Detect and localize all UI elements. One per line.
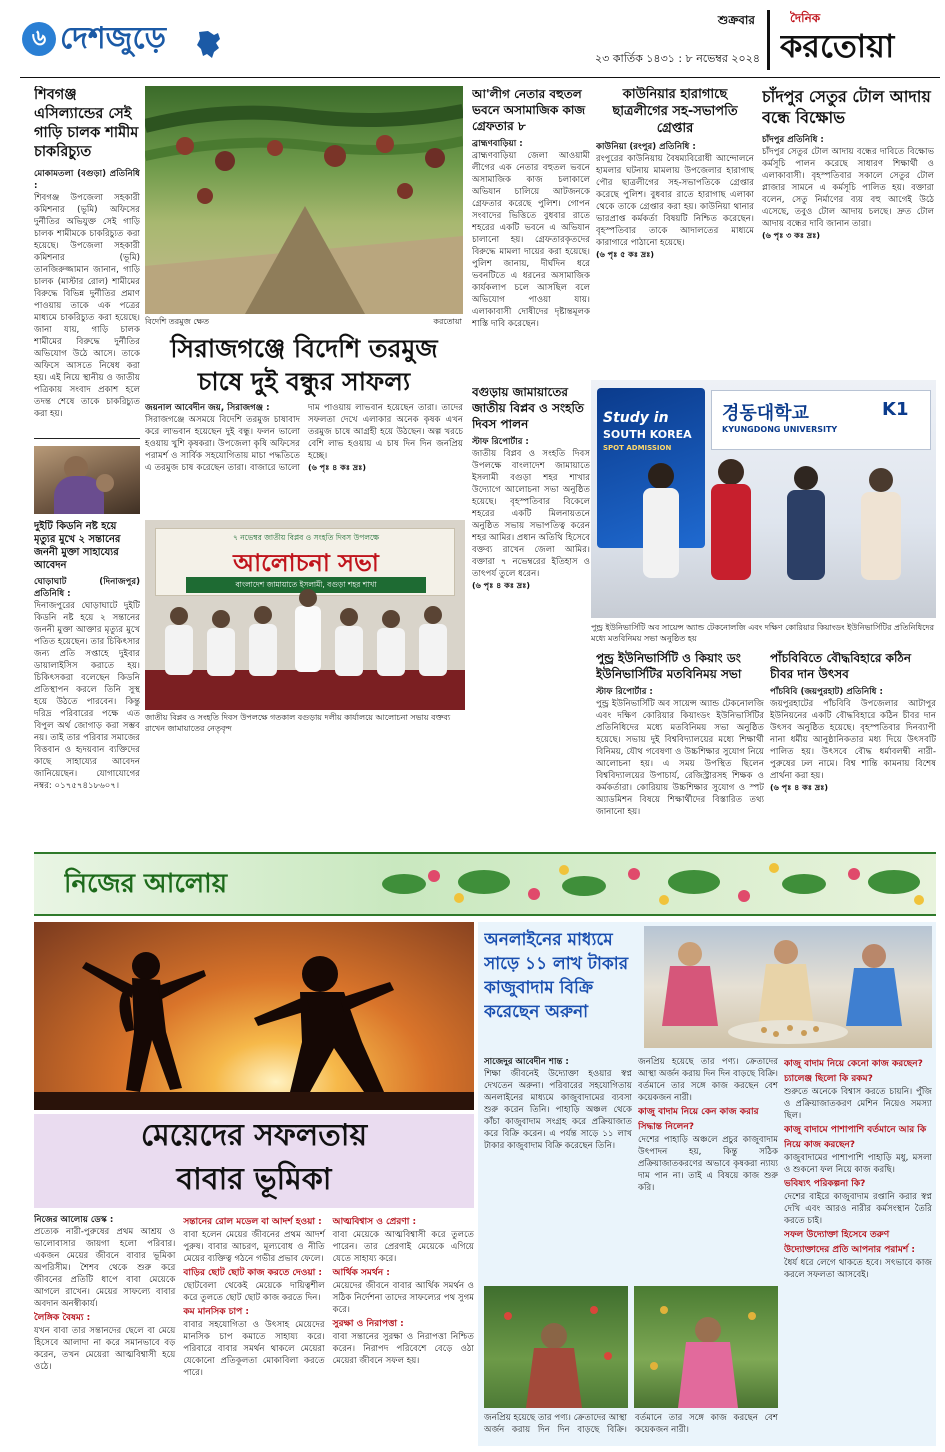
subheading: আর্থিক সমর্থন : (332, 1268, 390, 1278)
body-text: জনপ্রিয় হয়েছে তার পণ্য। ক্রেতাদের আস্থা অর্জন করায় দিন দিন বাড়ছে বিক্রি। বর্তমানে তার সঙ্গে কাজ করছেন বেশ কয়েকজন নারী। (484, 1413, 778, 1435)
banner-study-text: Study in (603, 410, 669, 426)
chandpur-story (762, 86, 934, 376)
university-name-korean: 경동대학교 (722, 403, 809, 424)
jump-reference: (৬ পৃঃ ৪ কঃ দ্রঃ) (472, 581, 530, 590)
body-text: ব্রাহ্মণবাড়িয়া জেলা আওয়ামী লীগের এক নেতার বহুতল ভবনে অসামাজিক কাজ চলাকালে অভিযান চালিয়ে আটজনকে গ্রেফতার করেছে পুলিশ। গোপন সংবাদের ভিত্তিতে বুধবার রাতে শহরের একটি ভবনে এ অভিযান চালানো হয়। গ্রেফতারকৃতদের বিরুদ্ধে মামলা দায়ের করা হয়েছে। পুলিশ জানায়, দীর্ঘদিন ধরে ভবনটিতে এ ধরনের অসামাজিক কার্যকলাপ চলে আসছিল বলে অভিযোগ পাওয়া যায়। এলাকাবাসী দোষীদের দৃষ্টান্তমূলক শাস্তি দাবি করেছেন। (472, 151, 590, 329)
issue-day: শুক্রবার (717, 13, 755, 27)
byline: মোকামতলা (বগুড়া) প্রতিনিধি : (34, 169, 140, 191)
jump-reference: (৬ পৃঃ ৪ কঃ দ্রঃ) (308, 463, 366, 472)
headline-line-2: বাবার ভূমিকা (176, 1162, 332, 1197)
nijer-aloy-banner (34, 852, 936, 916)
jump-reference: (৬ পৃঃ ৫ কঃ দ্রঃ) (596, 250, 654, 259)
watermelon-photo-credit: করতোয়া (433, 317, 462, 326)
cashew-story-bottom (484, 1412, 778, 1446)
question: ভবিষ্যৎ পরিকল্পনা কি? (784, 1179, 866, 1189)
university-name-english: KYUNGDONG UNIVERSITY (722, 425, 838, 434)
headline: আ'লীগ নেতার বহুতল ভবনে অসামাজিক কাজ গ্রেফতার ৮ (472, 87, 586, 133)
cashew-headline: অনলাইনের মাধ্যমে সাড়ে ১১ লাখ টাকার কাজুবাদাম বিক্রি করেছেন অরুনা (484, 930, 629, 1022)
body-text: প্রত্যেক নারী-পুরুষের প্রথম আশ্রয় ও ভালোবাসার জায়গা হলো পরিবার। একজন মেয়ের জীবনে বাবার ভূমিকা অপরিসীম। শৈশব থেকে শুরু করে জীবনের প্রতিটি ধাপে বাবা মেয়েকে আগলে রাখেন। মেয়ের সাফল্যে বাবার অবদান অনস্বীকার্য। (34, 1227, 176, 1309)
watermelon-story (145, 402, 463, 514)
father-story (34, 1214, 474, 1446)
body-text: ছোটবেলা থেকেই মেয়েকে দায়িত্বশীল করে তুলতে ছোট ছোট কাজ করতে দিন। (183, 1281, 325, 1303)
body-text: দেশের বাইরে কাজুবাদাম রপ্তানি করার স্বপ্ন দেখি এবং আরও নারীর কর্মসংস্থান তৈরি করতে চাই। (784, 1192, 932, 1226)
panchbibi-story (770, 650, 936, 846)
watermelon-field-photo (145, 86, 463, 314)
masthead-title: করতোয়া (780, 27, 895, 65)
subheading: সন্তানের রোল মডেল বা আদর্শ হওয়া : (183, 1217, 322, 1227)
headline: চাঁদপুর সেতুর টোল আদায় বন্ধে বিক্ষোভ (762, 87, 931, 127)
body-text: রংপুরের কাউনিয়ায় বৈষম্যবিরোধী আন্দোলনে হামলার ঘটনায় মামলায় উপজেলার হারাগাছ পৌর ছাত্রলীগের সহ-সভাপতিকে গ্রেপ্তার করেছে পুলিশ। বুধবার রাতে হারাগাছ এলাকা থেকে তাকে গ্রেপ্তার করা হয়। কাউনিয়া থানার ভারপ্রাপ্ত কর্মকর্তা বিষয়টি নিশ্চিত করেছেন। বৃহস্পতিবার তাকে আদালতের মাধ্যমে কারাগারে পাঠানো হয়েছে। (596, 154, 754, 248)
watermelon-photo-caption: বিদেশি তরমুজ ক্ষেত (145, 317, 209, 326)
father-daughter-silhouette-photo (34, 922, 474, 1110)
headline: দুইটি কিডনি নষ্ট হয়ে মৃত্যুর মুখে ২ সন্তানের জননী মুক্তা সাহায্যের আবেদন (34, 521, 121, 571)
banner-top-text: ৭ নভেম্বর জাতীয় বিপ্লব ও সংহতি দিবস উপলক্ষে (232, 533, 380, 542)
body-text: শুরুতে অনেকে বিশ্বাস করতে চায়নি। পুঁজি ও প্রক্রিয়াজাতকরণ মেশিন নিয়েও সমস্যা ছিল। (784, 1087, 932, 1121)
headline: কাউনিয়ার হারাগাছে ছাত্রলীগের সহ-সভাপতি গ্রেপ্তার (612, 87, 738, 136)
body-text: কাজুবাদামের পাশাপাশি পাহাড়ি মধু, মসলা ও শুকনো ফল নিয়ে কাজ করছি। (784, 1153, 932, 1175)
question: কাজু বাদামে পাশাপাশি বর্তমানে আর কি নিয়ে কাজ করছেন? (784, 1125, 927, 1150)
masthead-small: দৈনিক (790, 11, 821, 25)
byline: পাঁচবিবি (জয়পুরহাট) প্রতিনিধি : (770, 687, 883, 697)
body-text: জনপ্রিয় হয়েছে তার পণ্য। ক্রেতাদের আস্থা অর্জন করায় দিন দিন বাড়ছে বিক্রি। বর্তমানে তার সঙ্গে কাজ করছেন বেশ কয়েকজন নারী। (638, 1057, 778, 1103)
university-photo-caption: পুন্ড্র ইউনিভার্সিটি অব সায়েন্স অ্যান্ড টেকনোলজি এবং দক্ষিণ কোরিয়ার কিয়াংডং ইউনিভার্সিটির প্রতিনিধিদের মধ্যে মতবিনিময় সভা অনুষ্ঠিত হয় (591, 623, 934, 643)
byline: জয়নাল আবেদীন জয়, সিরাজগঞ্জ : (145, 403, 270, 413)
subheading: সুরক্ষা ও নিরাপত্তা : (332, 1319, 404, 1329)
byline: সাজেদুর আবেদীন শান্ত : (484, 1057, 569, 1067)
byline: চাঁদপুর প্রতিনিধি : (762, 135, 824, 145)
father-headline (34, 1114, 474, 1208)
byline: স্টাফ রিপোর্টার : (596, 687, 653, 697)
body-text: দেশের পাহাড়ি অঞ্চলে প্রচুর কাজুবাদাম উৎপাদন হয়, কিন্তু সঠিক প্রক্রিয়াজাতকরণের অভাবে কৃষকরা ন্যায্য দাম পান না। তাই এ বিষয়ে কাজ শুরু করি। (638, 1135, 778, 1193)
subheading: কম মানসিক চাপ : (183, 1307, 249, 1317)
cashew-story-col3 (784, 1056, 932, 1446)
headline: পুন্ড্র ইউনিভার্সিটি ও কিয়াং ডং ইউনিভার্সিটির মতবিনিময় সভা (596, 651, 742, 681)
cashew-processing-photo (644, 926, 932, 1048)
byline: ব্রাহ্মণবাড়িয়া : (472, 139, 523, 149)
byline: স্টাফ রিপোর্টার : (472, 437, 529, 447)
jamaat-discussion-photo (145, 520, 465, 710)
page-header (0, 0, 945, 78)
banner-org-text: বাংলাদেশ জামায়াতে ইসলামী, বগুড়া শহর শাখা (186, 577, 426, 593)
issue-date: ২৩ কার্তিক ১৪৩১ : ৮ নভেম্বর ২০২৪ (595, 52, 760, 65)
masthead-divider (767, 10, 770, 70)
headline: শিবগঞ্জ এসিল্যান্ডের সেই গাড়ি চালক শামীম চাকরিচ্যুত (34, 87, 139, 160)
jamaat-photo-caption: জাতীয় বিপ্লব ও সংহতি দিবস উপলক্ষে গতকাল বগুড়ায় দলীয় কার্যালয়ে আলোচনা সভায় বক্তব্য রাখেন জামায়াতের নেতৃবৃন্দ (145, 713, 451, 733)
body-text: জাতীয় বিপ্লব ও সংহতি দিবস উপলক্ষে বাংলাদেশ জামায়াতে ইসলামী বগুড়া শহর শাখার উদ্যোগে আলোচনা সভা অনুষ্ঠিত হয়েছে। বৃহস্পতিবার বিকেলে শহরের একটি মিলনায়তনে অনুষ্ঠিত সভায় সভাপতিত্ব করেন শহর আমির। প্রধান অতিথি হিসেবে বক্তব্য রাখেন জেলা আমির। বক্তারা ৭ নভেম্বরের ইতিহাস ও তাৎপর্য তুলে ধরেন। (472, 449, 590, 579)
cashew-harvest-photo-2 (634, 1286, 778, 1408)
banner-title: আলোচনা সভা (233, 549, 379, 577)
watermelon-headline: সিরাজগঞ্জে বিদেশি তরমুজ চাষে দুই বন্ধুর সাফল্য (170, 334, 438, 396)
header-rule (20, 77, 940, 78)
body-text: পুন্ড্র ইউনিভার্সিটি অব সায়েন্স অ্যান্ড টেকনোলজি এবং দক্ষিণ কোরিয়ার কিয়াংডং ইউনিভার্সিটির প্রতিনিধিদের মধ্যে মতবিনিময় সভা অনুষ্ঠিত হয়েছে। সভায় দুই বিশ্ববিদ্যালয়ের মধ্যে শিক্ষার্থী বিনিময়, যৌথ গবেষণা ও উচ্চশিক্ষার সুযোগ নিয়ে আলোচনা হয়। এ সময় উপস্থিত ছিলেন বিশ্ববিদ্যালয়ের উপাচার্য, রেজিস্ট্রারসহ শিক্ষক ও কর্মকর্তারা। কোরিয়ায় উচ্চশিক্ষার সুযোগ ও স্পট অ্যাডমিশন বিষয়ে শিক্ষার্থীদের বিস্তারিত তথ্য জানানো হয়। (596, 699, 764, 817)
headline: পাঁচবিবিতে বৌদ্ধবিহারে কঠিন চীবর দান উৎসব (770, 651, 912, 681)
body-text: বাবা সন্তানের সুরক্ষা ও নিরাপত্তা নিশ্চিত করেন। নিরাপদ পরিবেশে বেড়ে ওঠা মেয়েরা জীবনে সফল হয়। (332, 1332, 474, 1366)
banner-title: নিজের আলোয় (64, 869, 228, 899)
cashew-story-col1 (484, 1056, 632, 1280)
body-text: চাঁদপুর সেতুর টোল আদায় বন্ধের দাবিতে বিক্ষোভ কর্মসূচি পালন করেছে সাধারণ শিক্ষার্থী ও এলাকাবাসী। বৃহস্পতিবার সকালে সেতুর টোল প্লাজার সামনে এ কর্মসূচি পালিত হয়। বক্তারা বলেন, সেতু নির্মাণের ব্যয় বহু আগেই উঠে এসেছে, তবুও টোল আদায় চলছে। দ্রুত টোল আদায় বন্ধের দাবি জানান তারা। (762, 147, 934, 229)
jump-reference: (৬ পৃঃ ৪ কঃ দ্রঃ) (770, 783, 828, 792)
k1-logo: K1 (882, 399, 909, 420)
byline: কাউনিয়া (রংপুর) প্রতিনিধি : (596, 142, 696, 152)
body-text: বাবার সহযোগিতা ও উৎসাহ মেয়েদের মানসিক চাপ কমাতে সাহায্য করে। পরিবারে বাবার সমর্থন থাকলে মেয়েরা যেকোনো প্রতিকূলতা মোকাবিলা করতে পারে। (183, 1320, 325, 1378)
subheading: বাড়ির ছোট ছোট কাজ করতে দেওয়া : (183, 1268, 323, 1278)
byline: ঘোড়াঘাট (দিনাজপুর) প্রতিনিধি : (34, 577, 140, 599)
body-text: ধৈর্য ধরে লেগে থাকতে হবে। সৎভাবে কাজ করলে সফলতা আসবেই। (784, 1258, 932, 1280)
body-text: শিবগঞ্জ উপজেলা সহকারী কমিশনার (ভূমি) অফিসের দুর্নীতির অভিযুক্ত সেই গাড়ি চালক শামীমকে চাকরিচ্যুত করা হয়েছে। উপজেলা সহকারী কমিশনার (ভূমি) তানজিরুজ্জামান জানান, গাড়ি চালক (মাস্টার রোল) শামীমের বিরুদ্ধে বিভিন্ন দুর্নীতির প্রমাণ পাওয়ায় তাকে এক পত্রের মাধ্যমে চাকরিচ্যুত করা হয়েছে। জানা যায়, গাড়ি চালক শামীমের বিরুদ্ধে দুর্নীতির অভিযোগ উঠে আসে। তাকে অফিসে আসতে নিষেধ করা হয়। এই নিয়ে স্থানীয় ও জাতীয় পত্রিকায় সংবাদ প্রকাশ হলে তদন্ত শেষে তাকে চাকরিচ্যুত করা হয়। (34, 193, 140, 419)
body-text: বাবা মেয়েকে আত্মবিশ্বাসী করে তুলতে পারেন। তার প্রেরণাই মেয়েকে এগিয়ে যেতে সাহায্য করে। (332, 1230, 474, 1264)
body-text: শিক্ষা জীবনেই উদ্যোক্তা হওয়ার স্বপ্ন দেখতেন অরুনা। পরিবারের সহযোগিতায় অনলাইনের মাধ্যমে কাজুবাদামের ব্যবসা শুরু করেন তিনি। পাহাড়ি অঞ্চল থেকে কাঁচা কাজুবাদাম সংগ্রহ করে প্রক্রিয়াজাত করে বিক্রি করেন। এ পর্যন্ত সাড়ে ১১ লাখ টাকার কাজুবাদাম বিক্রি করেছেন তিনি। (484, 1069, 632, 1151)
headline-line-1: মেয়েদের সফলতায় (140, 1118, 368, 1153)
banner-country-text: SOUTH KOREA (603, 428, 692, 441)
bogura-jamaat-story (472, 384, 590, 720)
page-number-badge: ৬ (22, 22, 56, 56)
jump-reference: (৬ পৃঃ ৩ কঃ দ্রঃ) (762, 231, 820, 240)
subheading: লৈঙ্গিক বৈষম্য : (34, 1313, 91, 1323)
university-meeting-photo (591, 380, 936, 618)
kaunia-story (596, 86, 754, 376)
cashew-story-col2 (638, 1056, 778, 1280)
question: চ্যালেঞ্জ ছিলো কি রকম? (784, 1074, 873, 1084)
body-text: সিরাজগঞ্জে অসময়ে বিদেশি তরমুজ চাষাবাদ করে লাভবান হয়েছেন দুই বন্ধু। ফলন ভালো হওয়ায় খুশি কৃষকরা। উপজেলা কৃষি অফিসের পরামর্শ ও সার্বিক সহযোগিতায় মাচা পদ্ধতিতে এ তরমুজ চাষ করেছেন তারা। বাজারে ভালো দাম পাওয়ায় লাভবান হয়েছেন তারা। তাদের সফলতা দেখে এলাকার অনেক কৃষক এখন তরমুজ চাষে আগ্রহী হয়ে উঠছেন। অল্প খরচে বেশি লাভ হওয়ায় এ চাষ দিন দিন জনপ্রিয় হচ্ছে। (145, 403, 463, 473)
column-rule (34, 438, 140, 439)
mother-child-photo (34, 446, 140, 514)
body-text: দিনাজপুরের ঘোড়াঘাটে দুইটি কিডনি নষ্ট হয়ে ২ সন্তানের জননী মুক্তা আক্তার মৃত্যুর মুখে পতিত হয়েছেন। তার চিকিৎসার জন্য প্রতি সপ্তাহে দুইবার ডায়ালাইসিস করাতে হয়। চিকিৎসকরা বলেছেন কিডনি প্রতিস্থাপন করলে তিনি সুস্থ হয়ে উঠতে পারবেন। কিন্তু দরিদ্র পরিবারের পক্ষে এত বিপুল অর্থ জোগাড় করা সম্ভব নয়। তাই তার পরিবার সমাজের বিত্তবান ও হৃদয়বান ব্যক্তিদের কাছে সাহায্যের আবেদন জানিয়েছেন। যোগাযোগের নম্বর: ০১৭৫৭৪১৮৬০৭। (34, 601, 140, 791)
bangladesh-map-icon (196, 30, 222, 60)
section-title: দেশজুড়ে (60, 21, 166, 56)
body-text: বাবা হলেন মেয়ের জীবনের প্রথম আদর্শ পুরুষ। বাবার আচরণ, মূল্যবোধ ও নীতি মেয়ের ব্যক্তিত্ব গঠনে গভীর প্রভাব ফেলে। (183, 1230, 325, 1264)
body-text: যখন বাবা তার সন্তানদের ছেলে বা মেয়ে হিসেবে আলাদা না করে সমানভাবে বড় করেন, তখন মেয়েরা আত্মবিশ্বাসী হয়ে ওঠে। (34, 1326, 176, 1372)
pundra-story (596, 650, 764, 846)
question: কাজু বাদাম নিয়ে কেন কাজ করার সিদ্ধান্ত নিলেন? (638, 1107, 759, 1132)
question: কাজু বাদাম নিয়ে কেনো কাজ করছেন? (784, 1059, 923, 1069)
body-text: জয়পুরহাটের পাঁচবিবি উপজেলার আটাপুর ইউনিয়নের একটি বৌদ্ধবিহারে কঠিন চীবর দান উৎসব অনুষ্ঠিত হয়েছে। বৃহস্পতিবার দিনব্যাপী নানা ধর্মীয় আনুষ্ঠানিকতার মধ্য দিয়ে উৎসবটি পালিত হয়। উৎসবে বৌদ্ধ ধর্মাবলম্বী নারী-পুরুষের ঢল নামে। বিশ্ব শান্তি কামনায় বিশেষ প্রার্থনা করা হয়। (770, 699, 936, 781)
banner-sub-text: SPOT ADMISSION (603, 444, 672, 452)
question: সফল উদ্যোক্তা হিসেবে তরুণ উদ্যোক্তাদের প্রতি আপনার পরামর্শ : (784, 1230, 915, 1255)
byline: নিজের আলোয় ডেস্ক : (34, 1215, 114, 1225)
body-text: মেয়েদের জীবনে বাবার আর্থিক সমর্থন ও সঠিক নির্দেশনা তাদের সাফল্যের পথ সুগম করে। (332, 1281, 474, 1315)
awami-story (472, 86, 590, 376)
cashew-harvest-photo-1 (484, 1286, 628, 1408)
headline: বগুড়ায় জামায়াতের জাতীয় বিপ্লব ও সংহতি দিবস পালন (472, 385, 584, 431)
subheading: আত্মবিশ্বাস ও প্রেরণা : (332, 1217, 417, 1227)
